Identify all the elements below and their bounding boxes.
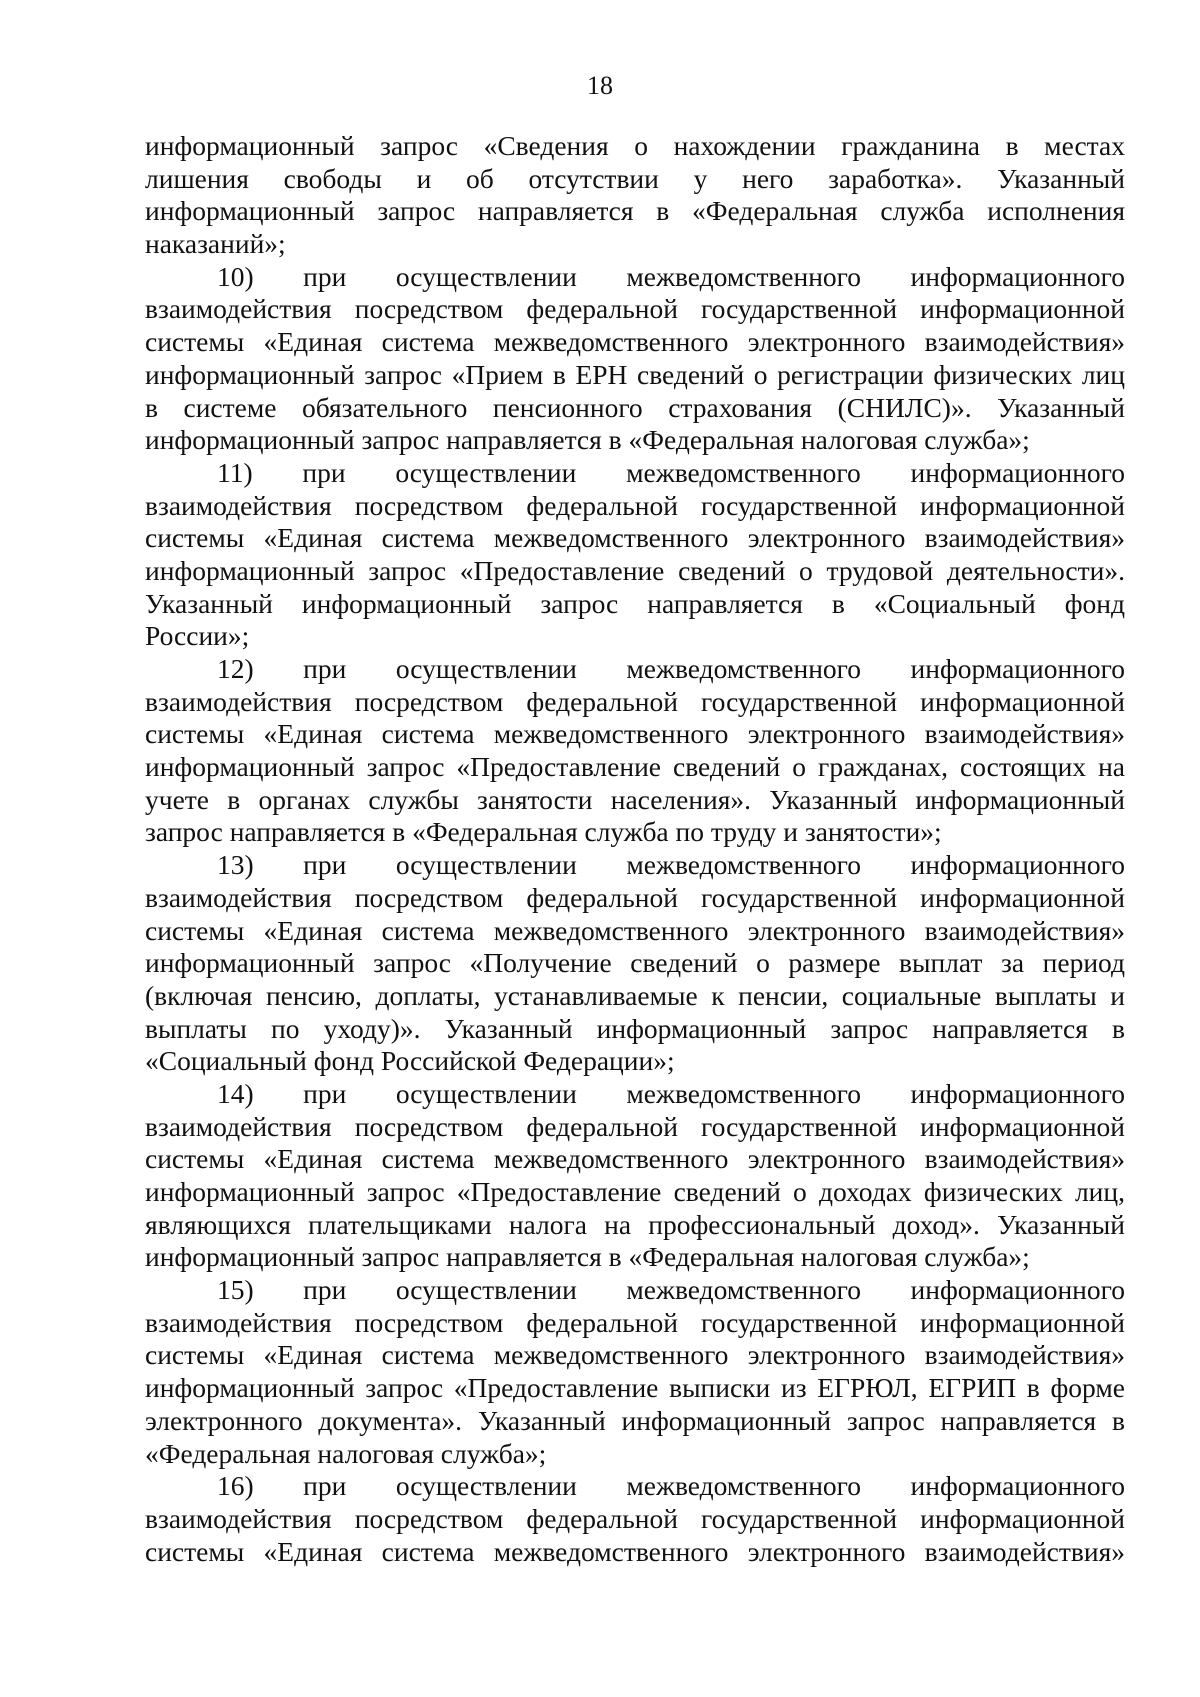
text-line: информационный запрос «Предоставление сведений о гражданах, состоящих на (145, 751, 1125, 783)
document-body (145, 130, 1125, 1568)
text-line: учете в органах службы занятости населения». Указанный информационный (145, 783, 1125, 815)
text-line: системы «Единая система межведомственного электронного взаимодействия» (145, 1339, 1125, 1371)
text-line: системы «Единая система межведомственного электронного взаимодействия» (145, 1143, 1125, 1175)
text-line: информационный запрос «Сведения о нахождении гражданина в местах (145, 130, 1125, 161)
text-line: системы «Единая система межведомственного электронного взаимодействия» (145, 326, 1125, 358)
text-line: информационный запрос направляется в «Федеральная служба исполнения (145, 195, 1125, 227)
text-line: взаимодействия посредством федеральной государственной информационной (145, 293, 1125, 325)
text-line: информационный запрос «Предоставление сведений о доходах физических лиц, (145, 1176, 1125, 1207)
text-line: 11) при осуществлении межведомственного информационного (217, 456, 1125, 488)
text-line: 10) при осуществлении межведомственного информационного (217, 260, 1125, 292)
text-line: наказаний»; (145, 228, 286, 260)
text-line: информационный запрос направляется в «Федеральная налоговая служба»; (145, 424, 1030, 456)
text-line: взаимодействия посредством федеральной государственной информационной (145, 1110, 1125, 1142)
text-line: взаимодействия посредством федеральной государственной информационной (145, 685, 1125, 717)
text-line: 15) при осуществлении межведомственного информационного (217, 1274, 1125, 1306)
text-line: России»; (145, 620, 250, 652)
text-line: запрос направляется в «Федеральная служба по труду и занятости»; (145, 816, 942, 848)
text-line: информационный запрос «Прием в ЕРН сведений о регистрации физических лиц (145, 358, 1125, 390)
text-line: электронного документа». Указанный информационный запрос направляется в (145, 1404, 1125, 1436)
page-number: 18 (587, 71, 613, 100)
text-line: взаимодействия посредством федеральной государственной информационной (145, 1502, 1125, 1534)
text-line: информационный запрос «Получение сведений о размере выплат за период (145, 947, 1125, 979)
text-line: выплаты по уходу)». Указанный информационный запрос направляется в (145, 1012, 1125, 1044)
text-line: Указанный информационный запрос направляется в «Социальный фонд (145, 587, 1125, 619)
text-line: взаимодействия посредством федеральной государственной информационной (145, 1306, 1125, 1338)
text-line: 12) при осуществлении межведомственного информационного (217, 653, 1125, 684)
text-line: взаимодействия посредством федеральной государственной информационной (145, 489, 1125, 521)
text-line: лишения свободы и об отсутствии у него заработка». Указанный (145, 162, 1125, 194)
text-line: 14) при осуществлении межведомственного информационного (217, 1077, 1125, 1109)
text-line: системы «Единая система межведомственного электронного взаимодействия» (145, 914, 1125, 946)
text-line: взаимодействия посредством федеральной государственной информационной (145, 881, 1125, 913)
text-line: в системе обязательного пенсионного страхования (СНИЛС)». Указанный (145, 391, 1125, 423)
text-line: информационный запрос направляется в «Федеральная налоговая служба»; (145, 1241, 1030, 1273)
text-line: являющихся плательщиками налога на профессиональный доход». Указанный (145, 1208, 1125, 1240)
text-line: информационный запрос «Предоставление выписки из ЕГРЮЛ, ЕГРИП в форме (145, 1372, 1125, 1404)
text-line: системы «Единая система межведомственного электронного взаимодействия» (145, 718, 1125, 750)
text-line: информационный запрос «Предоставление сведений о трудовой деятельности». (145, 554, 1125, 586)
text-line: «Федеральная налоговая служба»; (145, 1437, 547, 1469)
text-line: (включая пенсию, доплаты, устанавливаемые к пенсии, социальные выплаты и (145, 979, 1125, 1011)
text-line: системы «Единая система межведомственного электронного взаимодействия» (145, 1535, 1125, 1567)
text-line: 16) при осуществлении межведомственного информационного (217, 1470, 1125, 1502)
text-line: «Социальный фонд Российской Федерации»; (145, 1045, 675, 1077)
text-line: 13) при осуществлении межведомственного информационного (217, 849, 1125, 881)
text-line: системы «Единая система межведомственного электронного взаимодействия» (145, 522, 1125, 554)
